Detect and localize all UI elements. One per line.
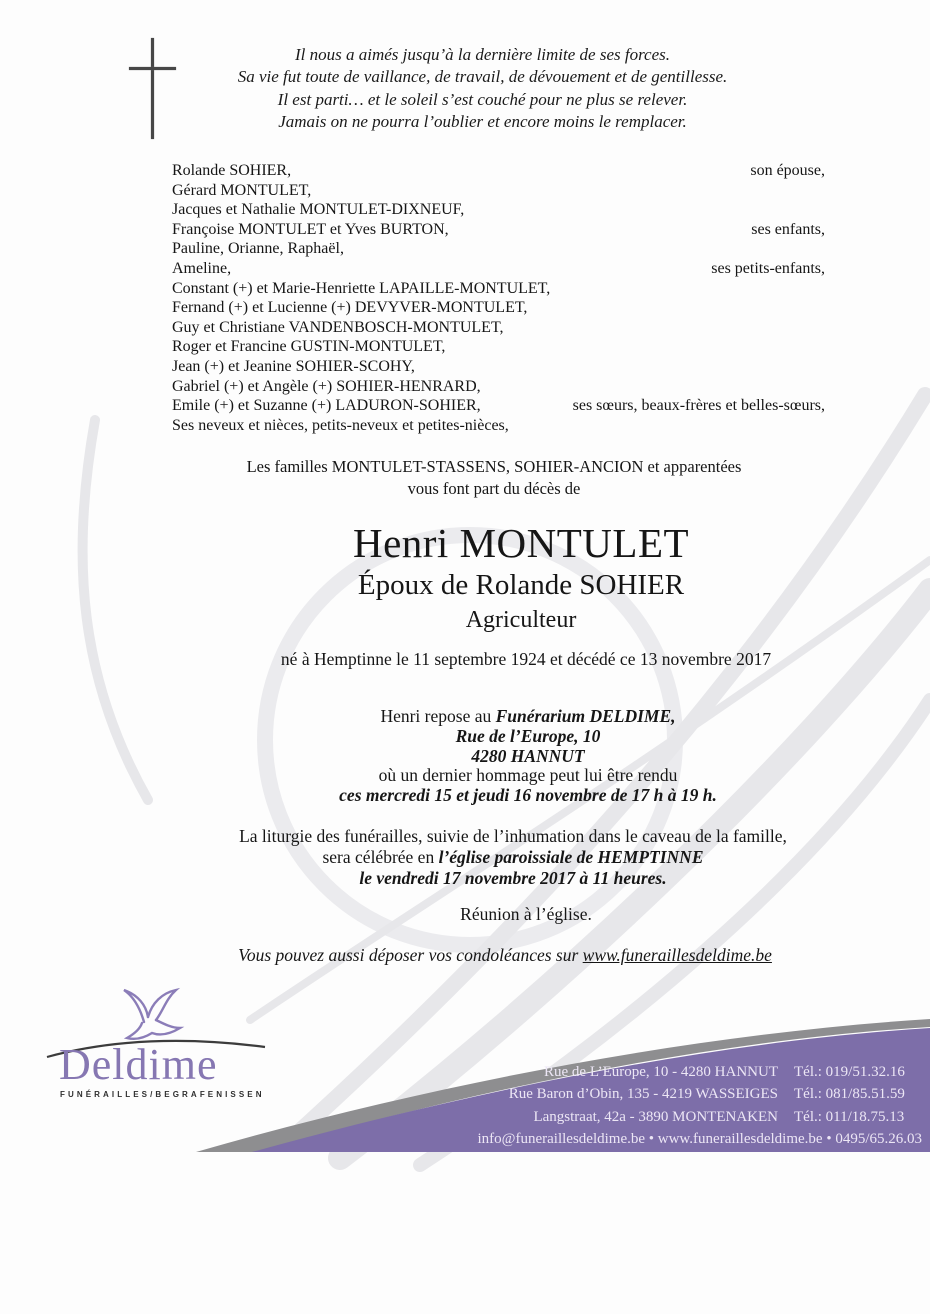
deceased-name: Henri MONTULET bbox=[352, 520, 690, 566]
repose-prefix: Henri repose au bbox=[380, 706, 496, 726]
family-names: Ameline, bbox=[172, 259, 232, 277]
family-row bbox=[172, 220, 825, 240]
office-phone: Tél.: 081/85.51.59 bbox=[794, 1086, 905, 1103]
announcement-intro: vous font part du décès de bbox=[407, 478, 581, 498]
family-row bbox=[172, 200, 825, 220]
memorial-poem bbox=[170, 44, 795, 134]
family-row bbox=[172, 377, 825, 397]
repose-paragraph bbox=[167, 707, 889, 806]
family-row bbox=[172, 161, 825, 181]
church-name: l’église paroissiale de HEMPTINNE bbox=[438, 847, 704, 867]
family-names: Ses neveux et nièces, petits-neveux et petites-nièces, bbox=[172, 416, 509, 434]
family-row bbox=[172, 357, 825, 377]
office-phone: Tél.: 019/51.32.16 bbox=[794, 1064, 905, 1080]
family-list bbox=[172, 161, 825, 435]
deldime-logo bbox=[45, 986, 270, 1116]
office-address: Rue Baron d’Obin, 135 - 4219 WASSEIGES bbox=[508, 1086, 778, 1103]
family-names: Pauline, Orianne, Raphaël, bbox=[172, 240, 344, 258]
announcement bbox=[133, 456, 855, 500]
family-relation: son épouse, bbox=[750, 162, 825, 179]
deceased-profession: Agriculteur bbox=[465, 607, 577, 633]
liturgy-line bbox=[152, 847, 874, 868]
contact-email-web-mobile: info@funeraillesdeldime.be • www.funeraillesdeldime.be • 0495/65.26.03 bbox=[477, 1131, 922, 1148]
logo-tagline: FUNÉRAILLES/BEGRAFENISSEN bbox=[60, 1090, 265, 1099]
announcement-families: Les familles MONTULET-STASSENS, SOHIER-ANCION et apparentées bbox=[246, 457, 742, 476]
office-address: Langstraat, 42a - 3890 MONTENAKEN bbox=[533, 1108, 778, 1125]
family-row bbox=[172, 259, 825, 279]
family-names: Jean (+) et Jeanine SOHIER-SCOHY, bbox=[172, 357, 415, 375]
family-names: Guy et Christiane VANDENBOSCH-MONTULET, bbox=[172, 318, 504, 336]
family-names: Roger et Francine GUSTIN-MONTULET, bbox=[172, 338, 446, 356]
condolences-text: Vous pouvez aussi déposer vos condoléances sur bbox=[238, 945, 583, 965]
family-row bbox=[172, 298, 825, 318]
family-row bbox=[172, 239, 825, 259]
cross-vertical-bar bbox=[151, 38, 154, 139]
repose-line bbox=[167, 707, 889, 727]
family-relation: ses petits-enfants, bbox=[711, 259, 825, 277]
funerarium-city: 4280 HANNUT bbox=[471, 745, 585, 766]
poem-line: Sa vie fut toute de vaillance, de travail, de dévouement et de gentillesse. bbox=[237, 67, 728, 87]
office-phone: Tél.: 011/18.75.13 bbox=[794, 1108, 905, 1125]
condolences-website-url: www.funeraillesdeldime.be bbox=[582, 945, 772, 965]
footer-contact-block bbox=[452, 1061, 922, 1151]
family-row bbox=[172, 396, 825, 416]
repose-hommage-line: où un dernier hommage peut lui être rendu bbox=[378, 765, 678, 786]
funerarium-name: Funérarium DELDIME, bbox=[495, 706, 676, 726]
family-row bbox=[172, 279, 825, 299]
family-row bbox=[172, 318, 825, 338]
family-names: Françoise MONTULET et Yves BURTON, bbox=[172, 220, 449, 238]
liturgy-prefix: sera célébrée en bbox=[322, 847, 439, 867]
family-names: Rolande SOHIER, bbox=[172, 162, 292, 179]
poem-line: Jamais on ne pourra l’oublier et encore moins le remplacer. bbox=[278, 112, 687, 132]
reunion-line: Réunion à l’église. bbox=[460, 904, 592, 924]
ceremony-datetime: le vendredi 17 novembre 2017 à 11 heures. bbox=[359, 868, 667, 888]
visiting-hours: ces mercredi 15 et jeudi 16 novembre de 17 h à 19 h. bbox=[339, 785, 717, 806]
poem-line: Il nous a aimés jusqu’à la dernière limite de ses forces. bbox=[294, 45, 671, 64]
family-names: Emile (+) et Suzanne (+) LADURON-SOHIER, bbox=[172, 397, 481, 415]
family-relation: ses sœurs, beaux-frères et belles-sœurs, bbox=[572, 397, 825, 415]
liturgy-line: La liturgie des funérailles, suivie de l’inhumation dans le caveau de la famille, bbox=[239, 826, 787, 846]
funerarium-street: Rue de l’Europe, 10 bbox=[455, 725, 601, 746]
cross-horizontal-bar bbox=[129, 67, 176, 70]
logo-brand-name: Deldime bbox=[59, 1040, 218, 1089]
deceased-spouse-line: Époux de Rolande SOHIER bbox=[357, 569, 685, 601]
family-names: Fernand (+) et Lucienne (+) DEVYVER-MONTULET, bbox=[172, 299, 528, 317]
liturgy-paragraph bbox=[152, 826, 874, 889]
poem-line: Il est parti… et le soleil s’est couché pour ne plus se relever. bbox=[277, 89, 688, 109]
deceased-block bbox=[160, 521, 882, 635]
family-names: Gérard MONTULET, bbox=[172, 181, 312, 199]
family-row bbox=[172, 337, 825, 357]
contact-row bbox=[452, 1106, 922, 1128]
deceased-life-dates: né à Hemptinne le 11 septembre 1924 et décédé ce 13 novembre 2017 bbox=[280, 649, 772, 669]
family-names: Jacques et Nathalie MONTULET-DIXNEUF, bbox=[172, 201, 465, 219]
contact-row bbox=[452, 1083, 922, 1105]
condolences-line bbox=[142, 946, 868, 966]
family-names: Gabriel (+) et Angèle (+) SOHIER-HENRARD, bbox=[172, 377, 481, 395]
family-names: Constant (+) et Marie-Henriette LAPAILLE-MONTULET, bbox=[172, 279, 551, 297]
family-row bbox=[172, 181, 825, 201]
family-relation: ses enfants, bbox=[751, 220, 825, 238]
contact-row bbox=[452, 1061, 922, 1083]
family-row bbox=[172, 416, 825, 436]
office-address: Rue de L’Europe, 10 - 4280 HANNUT bbox=[544, 1064, 778, 1080]
